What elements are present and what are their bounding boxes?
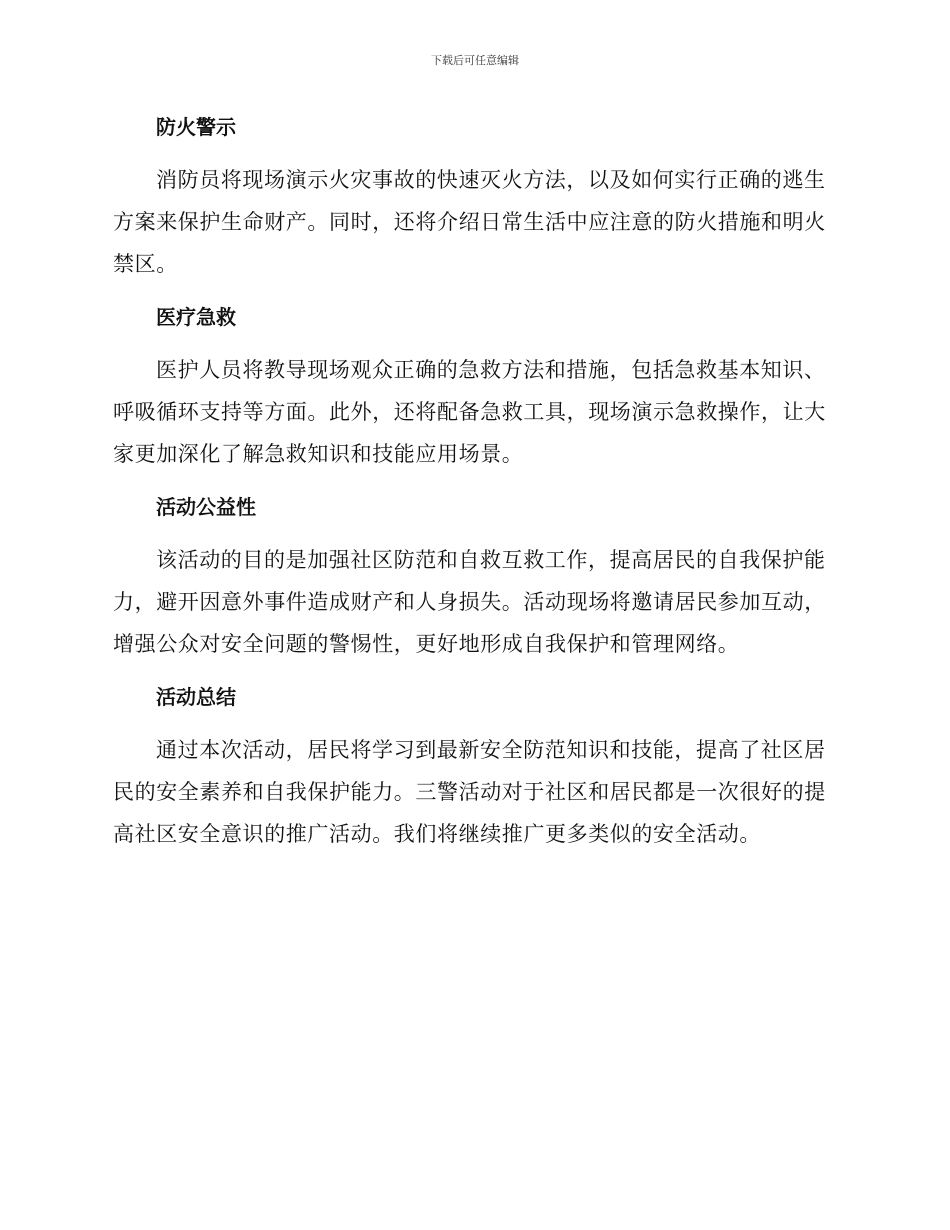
section-heading-fire-warning: 防火警示 [156,115,236,139]
section-body-medical-aid: 医护人员将教导现场观众正确的急救方法和措施，包括急救基本知识、呼吸循环支持等方面。此外，还将配备急救工具，现场演示急救操作，让大家更加深化了解急救知识和技能应用场景。 [113,358,826,466]
section-heading-public-welfare: 活动公益性 [156,495,256,519]
section-heading-medical-aid: 医疗急救 [156,305,236,329]
section-body-summary: 通过本次活动，居民将学习到最新安全防范知识和技能，提高了社区居民的安全素养和自我保护能力。三警活动对于社区和居民都是一次很好的提高社区安全意识的推广活动。我们将继续推广更多类似的安全活动。 [113,738,826,846]
section-body-fire-warning: 消防员将现场演示火灾事故的快速灭火方法，以及如何实行正确的逃生方案来保护生命财产。同时，还将介绍日常生活中应注意的防火措施和明火禁区。 [113,168,826,276]
section-heading-summary: 活动总结 [156,685,236,709]
header-note: 下载后可任意编辑 [431,54,519,67]
document-body [113,109,835,869]
section-body-public-welfare: 该活动的目的是加强社区防范和自救互救工作，提高居民的自我保护能力，避开因意外事件造成财产和人身损失。活动现场将邀请居民参加互动，增强公众对安全问题的警惕性，更好地形成自我保护和管理网络。 [113,548,826,656]
